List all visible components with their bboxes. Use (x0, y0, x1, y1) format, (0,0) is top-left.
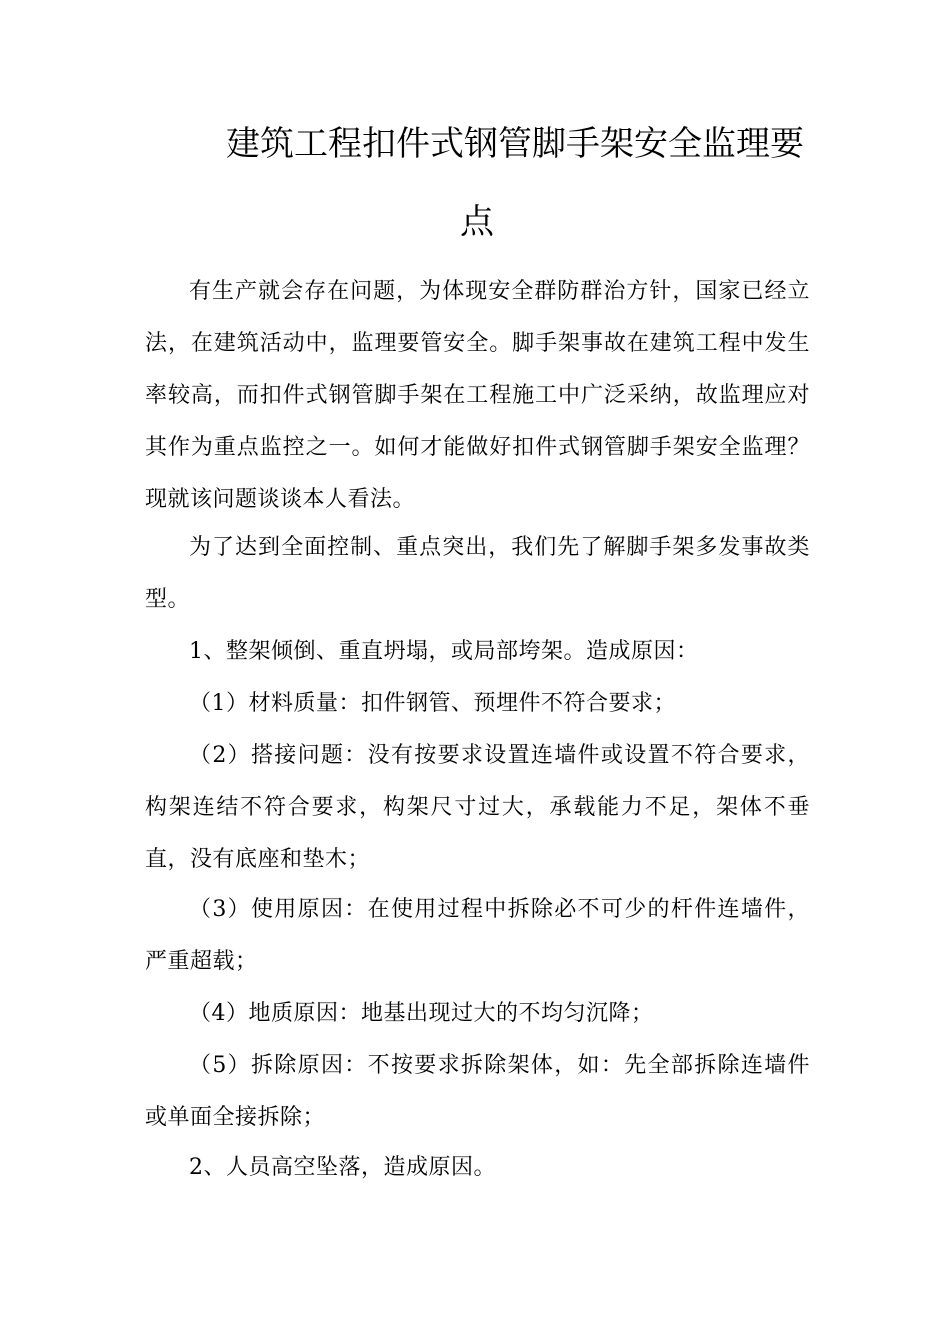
paragraph-cause-material: （1）材料质量：扣件钢管、预埋件不符合要求； (189, 691, 676, 716)
paragraph-accident-types: 为了达到全面控制、重点突出，我们先了解脚手架多发事故类型。 (145, 535, 810, 612)
paragraph-cause-dismantling: （5）拆除原因：不按要求拆除架体，如：先全部拆除连墙件或单面全接拆除； (145, 1053, 810, 1130)
paragraph-cause-geology: （4）地质原因：地基出现过大的不均匀沉降； (189, 1001, 654, 1026)
paragraph-cause-usage: （3）使用原因：在使用过程中拆除必不可少的杆件连墙件，严重超载； (145, 897, 810, 974)
paragraph-item-1: 1、整架倾倒、重直坍塌，或局部垮架。造成原因： (189, 639, 699, 664)
paragraph-cause-connection: （2）搭接问题：没有按要求设置连墙件或设置不符合要求，构架连结不符合要求，构架尺寸过大，承载能力不足，架体不垂直，没有底座和垫木； (145, 743, 810, 872)
document-title: 建筑工程扣件式钢管脚手架安全监理要 (226, 124, 804, 164)
paragraph-intro: 有生产就会存在问题，为体现安全群防群治方针，国家已经立法，在建筑活动中，监理要管安全。脚手架事故在建筑工程中发生率较高，而扣件式钢管脚手架在工程施工中广泛采纳，故监理应对其作为重点监控之一。如何才能做好扣件式钢管脚手架安全监理？现就该问题谈谈本人看法。 (145, 279, 810, 512)
document-title-continuation: 点 (460, 202, 494, 242)
paragraph-item-2: 2、人员高空坠落，造成原因。 (189, 1155, 496, 1180)
